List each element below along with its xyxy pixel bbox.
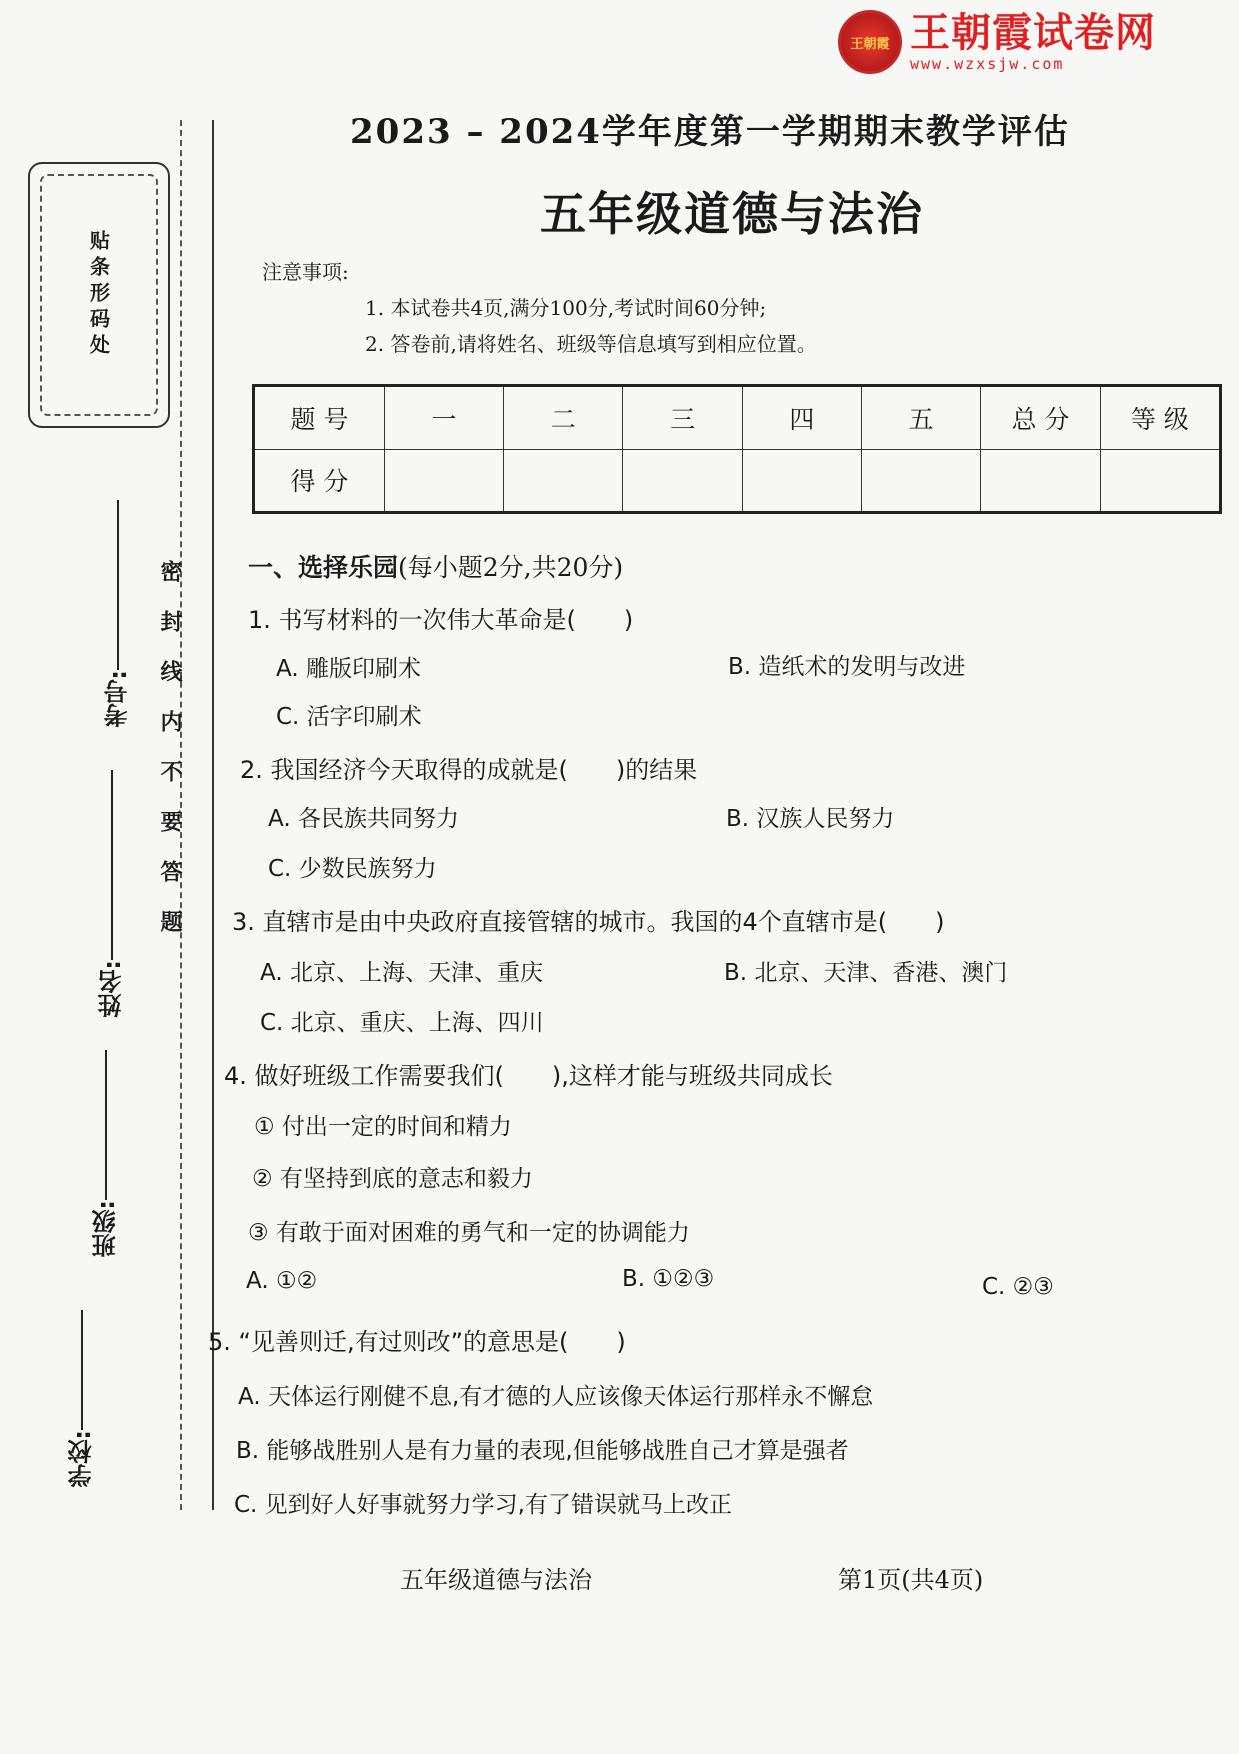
seal-line-text: 密封线内不要答题 [157,560,182,960]
statement-item: ② 有坚持到底的意志和毅力 [252,1166,533,1192]
watermark-name: 王朝霞试卷网 [910,10,1156,56]
question-stem: 4. 做好班级工作需要我们( ),这样才能与班级共同成长 [224,1062,833,1090]
table-cell: 总 分 [981,386,1100,450]
score-input-cell [504,449,623,513]
option-a: A. 北京、上海、天津、重庆 [260,960,543,986]
watermark-url: www.wzxsjw.com [910,55,1065,73]
watermark-logo [838,10,1156,74]
table-row [254,386,1221,450]
score-input-cell [862,449,981,513]
field-class: 班级: [88,1050,123,1258]
statement-item: ③ 有敢于面对困难的勇气和一定的协调能力 [248,1220,690,1246]
exam-title: 2023 – 2024学年度第一学期期末教学评估 [350,112,1070,152]
score-input-cell [1100,449,1220,513]
score-input-cell [742,449,861,513]
table-cell: 二 [504,386,623,450]
subject-title: 五年级道德与法治 [540,187,924,241]
question-stem: 5. “见善则迁,有过则改”的意思是( ) [208,1328,626,1356]
option-a: A. 雕版印刷术 [276,656,421,682]
table-cell: 三 [623,386,742,450]
section-heading: 一、选择乐园(每小题2分,共20分) [248,553,624,582]
score-input-cell [623,449,742,513]
notice-item: 1. 本试卷共4页,满分100分,考试时间60分钟; [365,296,767,320]
option-b: B. 北京、天津、香港、澳门 [724,960,1008,986]
table-cell: 得 分 [254,449,385,513]
table-cell: 五 [862,386,981,450]
footer-subject: 五年级道德与法治 [400,1566,592,1594]
field-name: 姓名: [94,770,129,1018]
barcode-area [28,162,170,428]
field-exam-number: 考号: [100,500,135,728]
seal-line-solid [212,120,214,1510]
page-number: 第1页(共4页) [838,1566,984,1594]
score-input-cell [384,449,503,513]
barcode-label: 贴条形码处 [86,230,111,360]
question-stem: 1. 书写材料的一次伟大革命是( ) [248,606,634,634]
option-c: C. 见到好人好事就努力学习,有了错误就马上改正 [234,1492,732,1518]
statement-item: ① 付出一定的时间和精力 [254,1114,512,1140]
score-table [252,384,1222,514]
option-b: B. 汉族人民努力 [726,806,895,832]
field-school: 学校: [64,1310,99,1488]
seal-icon: 王朝霞 [838,10,902,74]
score-input-cell [981,449,1100,513]
option-c: C. ②③ [982,1274,1054,1300]
table-cell: 等 级 [1100,386,1220,450]
notice-title: 注意事项: [262,260,349,284]
option-a: A. 各民族共同努力 [268,806,459,832]
question-stem: 2. 我国经济今天取得的成就是( )的结果 [240,756,698,784]
option-a: A. 天体运行刚健不息,有才德的人应该像天体运行那样永不懈怠 [238,1384,874,1410]
option-c: C. 北京、重庆、上海、四川 [260,1010,544,1036]
option-b: B. ①②③ [622,1266,715,1292]
notice-item: 2. 答卷前,请将姓名、班级等信息填写到相应位置。 [365,332,817,356]
table-cell: 题 号 [254,386,385,450]
table-row [254,449,1221,513]
option-b: B. 能够战胜别人是有力量的表现,但能够战胜自己才算是强者 [236,1438,849,1464]
table-cell: 一 [384,386,503,450]
question-stem: 3. 直辖市是由中央政府直接管辖的城市。我国的4个直辖市是( ) [232,908,945,936]
table-cell: 四 [742,386,861,450]
option-c: C. 少数民族努力 [268,856,437,882]
option-a: A. ①② [246,1268,318,1294]
option-b: B. 造纸术的发明与改进 [728,654,966,680]
option-c: C. 活字印刷术 [276,704,422,730]
